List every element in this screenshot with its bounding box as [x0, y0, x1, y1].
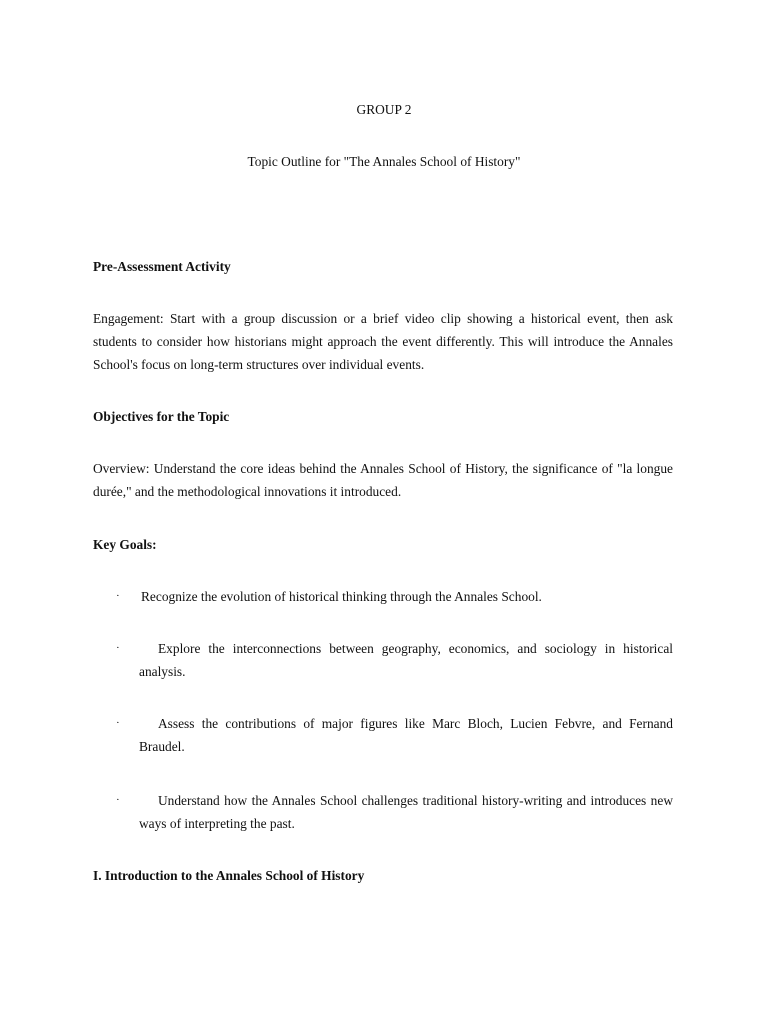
engagement-paragraph: Engagement: Start with a group discussion or a brief video clip showing a historical event, then ask students to consider how historians might approach the event differently. This will introduce the Annales School's focus on long-term structures over individual events.	[93, 311, 673, 372]
bullet-icon: ·	[116, 717, 120, 729]
key-goal-text: Understand how the Annales School challenges traditional history-writing and introduces new ways of interpreting the past.	[139, 793, 673, 831]
bullet-icon: ·	[116, 590, 120, 602]
group-title: GROUP 2	[356, 102, 412, 117]
objectives-heading: Objectives for the Topic	[93, 409, 230, 424]
pre-assessment-heading: Pre-Assessment Activity	[93, 259, 231, 274]
key-goal-text: Recognize the evolution of historical thinking through the Annales School.	[141, 589, 542, 604]
overview-paragraph: Overview: Understand the core ideas behind the Annales School of History, the significance of "la longue durée," and the methodological innovations it introduced.	[93, 461, 673, 499]
bullet-icon: ·	[116, 794, 120, 806]
topic-outline-title: Topic Outline for "The Annales School of History"	[247, 154, 521, 169]
section-one-heading: I. Introduction to the Annales School of History	[93, 868, 365, 883]
key-goals-heading: Key Goals:	[93, 537, 157, 552]
bullet-icon: ·	[116, 642, 120, 654]
key-goal-text: Explore the interconnections between geography, economics, and sociology in historical analysis.	[139, 641, 673, 679]
key-goal-text: Assess the contributions of major figures like Marc Bloch, Lucien Febvre, and Fernand Braudel.	[139, 716, 673, 754]
